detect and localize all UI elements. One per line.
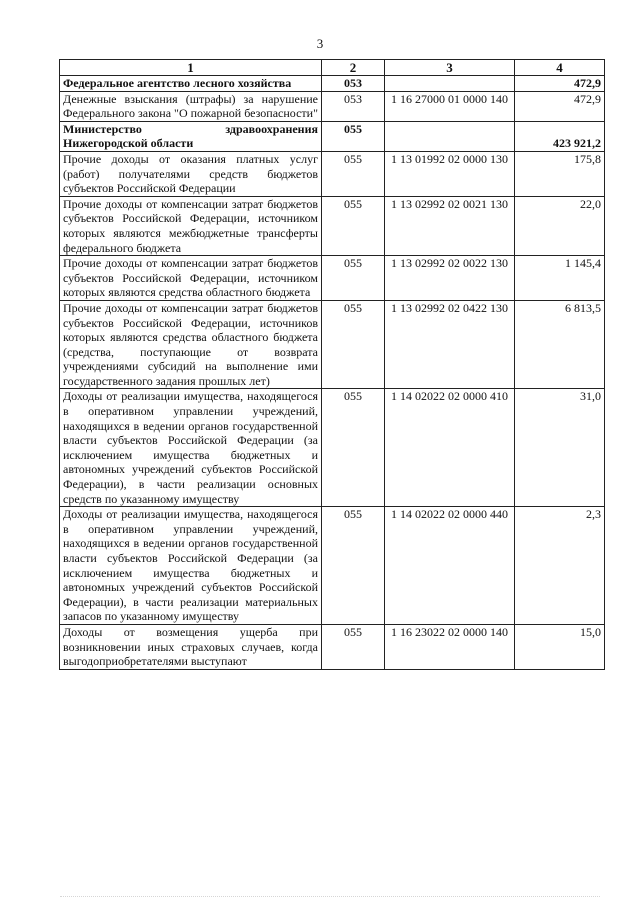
page-footer-scan-line: [60, 896, 600, 899]
row-kbk: 1 16 23022 02 0000 140: [385, 624, 515, 669]
table-row: [60, 76, 605, 92]
row-amount: 1 145,4: [515, 256, 605, 301]
row-code: 055: [322, 196, 385, 255]
row-name: Прочие доходы от оказания платных услуг (работ) получателями средств бюджетов субъектов Российской Федерации: [60, 151, 322, 196]
table-row: [60, 624, 605, 669]
row-amount: 15,0: [515, 624, 605, 669]
table-row: [60, 121, 605, 151]
page-number: 3: [316, 36, 324, 51]
table-row: [60, 256, 605, 301]
row-kbk: [385, 121, 515, 151]
row-name: Прочие доходы от компенсации затрат бюджетов субъектов Российской Федерации, источником которых являются средства областного бюджета: [60, 256, 322, 301]
row-amount: 31,0: [515, 389, 605, 507]
table-body: [60, 76, 605, 670]
row-code: 053: [322, 76, 385, 92]
row-code: 055: [322, 389, 385, 507]
row-amount: 6 813,5: [515, 300, 605, 389]
table-header-row: [60, 60, 605, 76]
header-col-2: 2: [322, 60, 385, 76]
row-amount: 2,3: [515, 507, 605, 625]
table-row: [60, 196, 605, 255]
table-row: [60, 91, 605, 121]
header-col-3: 3: [385, 60, 515, 76]
row-code: 055: [322, 121, 385, 151]
row-amount: 22,0: [515, 196, 605, 255]
row-code: 053: [322, 91, 385, 121]
table-row: [60, 507, 605, 625]
row-code: 055: [322, 624, 385, 669]
row-name: Прочие доходы от компенсации затрат бюджетов субъектов Российской Федерации, источников которых являются средства областного бюджета (средства, поступающие от возврата учреждениями субсидий на выполнение ими государственного задания прошлых лет): [60, 300, 322, 389]
table-row: [60, 389, 605, 507]
row-name: Денежные взыскания (штрафы) за нарушение Федерального закона "О пожарной безопасности": [60, 91, 322, 121]
row-kbk: 1 14 02022 02 0000 440: [385, 507, 515, 625]
row-name: Доходы от возмещения ущерба при возникновении иных страховых случаев, когда выгодоприобретателями выступают: [60, 624, 322, 669]
row-amount: 472,9: [515, 91, 605, 121]
row-kbk: [385, 76, 515, 92]
row-code: 055: [322, 507, 385, 625]
row-name: Министерство здравоохранения Нижегородской области: [60, 121, 322, 151]
row-name: Доходы от реализации имущества, находящегося в оперативном управлении учреждений, находящихся в ведении органов государственной власти субъектов Российской Федерации (за исключением имущества бюджетных и автономных учреждений субъектов Российской Федерации), в части реализации основных средств по указанному имуществу: [60, 389, 322, 507]
row-kbk: 1 13 02992 02 0021 130: [385, 196, 515, 255]
row-code: 055: [322, 300, 385, 389]
row-name: Доходы от реализации имущества, находящегося в оперативном управлении учреждений, находящихся в ведении органов государственной власти субъектов Российской Федерации (за исключением имущества бюджетных и автономных учреждений субъектов Российской Федерации), в части реализации материальных запасов по указанному имуществу: [60, 507, 322, 625]
row-kbk: 1 16 27000 01 0000 140: [385, 91, 515, 121]
row-kbk: 1 13 02992 02 0022 130: [385, 256, 515, 301]
row-kbk: 1 14 02022 02 0000 410: [385, 389, 515, 507]
row-amount: 472,9: [515, 76, 605, 92]
row-amount: 175,8: [515, 151, 605, 196]
row-kbk: 1 13 02992 02 0422 130: [385, 300, 515, 389]
row-code: 055: [322, 256, 385, 301]
table-row: [60, 151, 605, 196]
table-row: [60, 300, 605, 389]
header-col-1: 1: [60, 60, 322, 76]
row-kbk: 1 13 01992 02 0000 130: [385, 151, 515, 196]
row-name: Федеральное агентство лесного хозяйства: [60, 76, 322, 92]
revenue-table: [59, 59, 605, 670]
row-code: 055: [322, 151, 385, 196]
row-name: Прочие доходы от компенсации затрат бюджетов субъектов Российской Федерации, источником которых являются межбюджетные трансферты федерального бюджета: [60, 196, 322, 255]
header-col-4: 4: [515, 60, 605, 76]
row-amount: 423 921,2: [515, 121, 605, 151]
